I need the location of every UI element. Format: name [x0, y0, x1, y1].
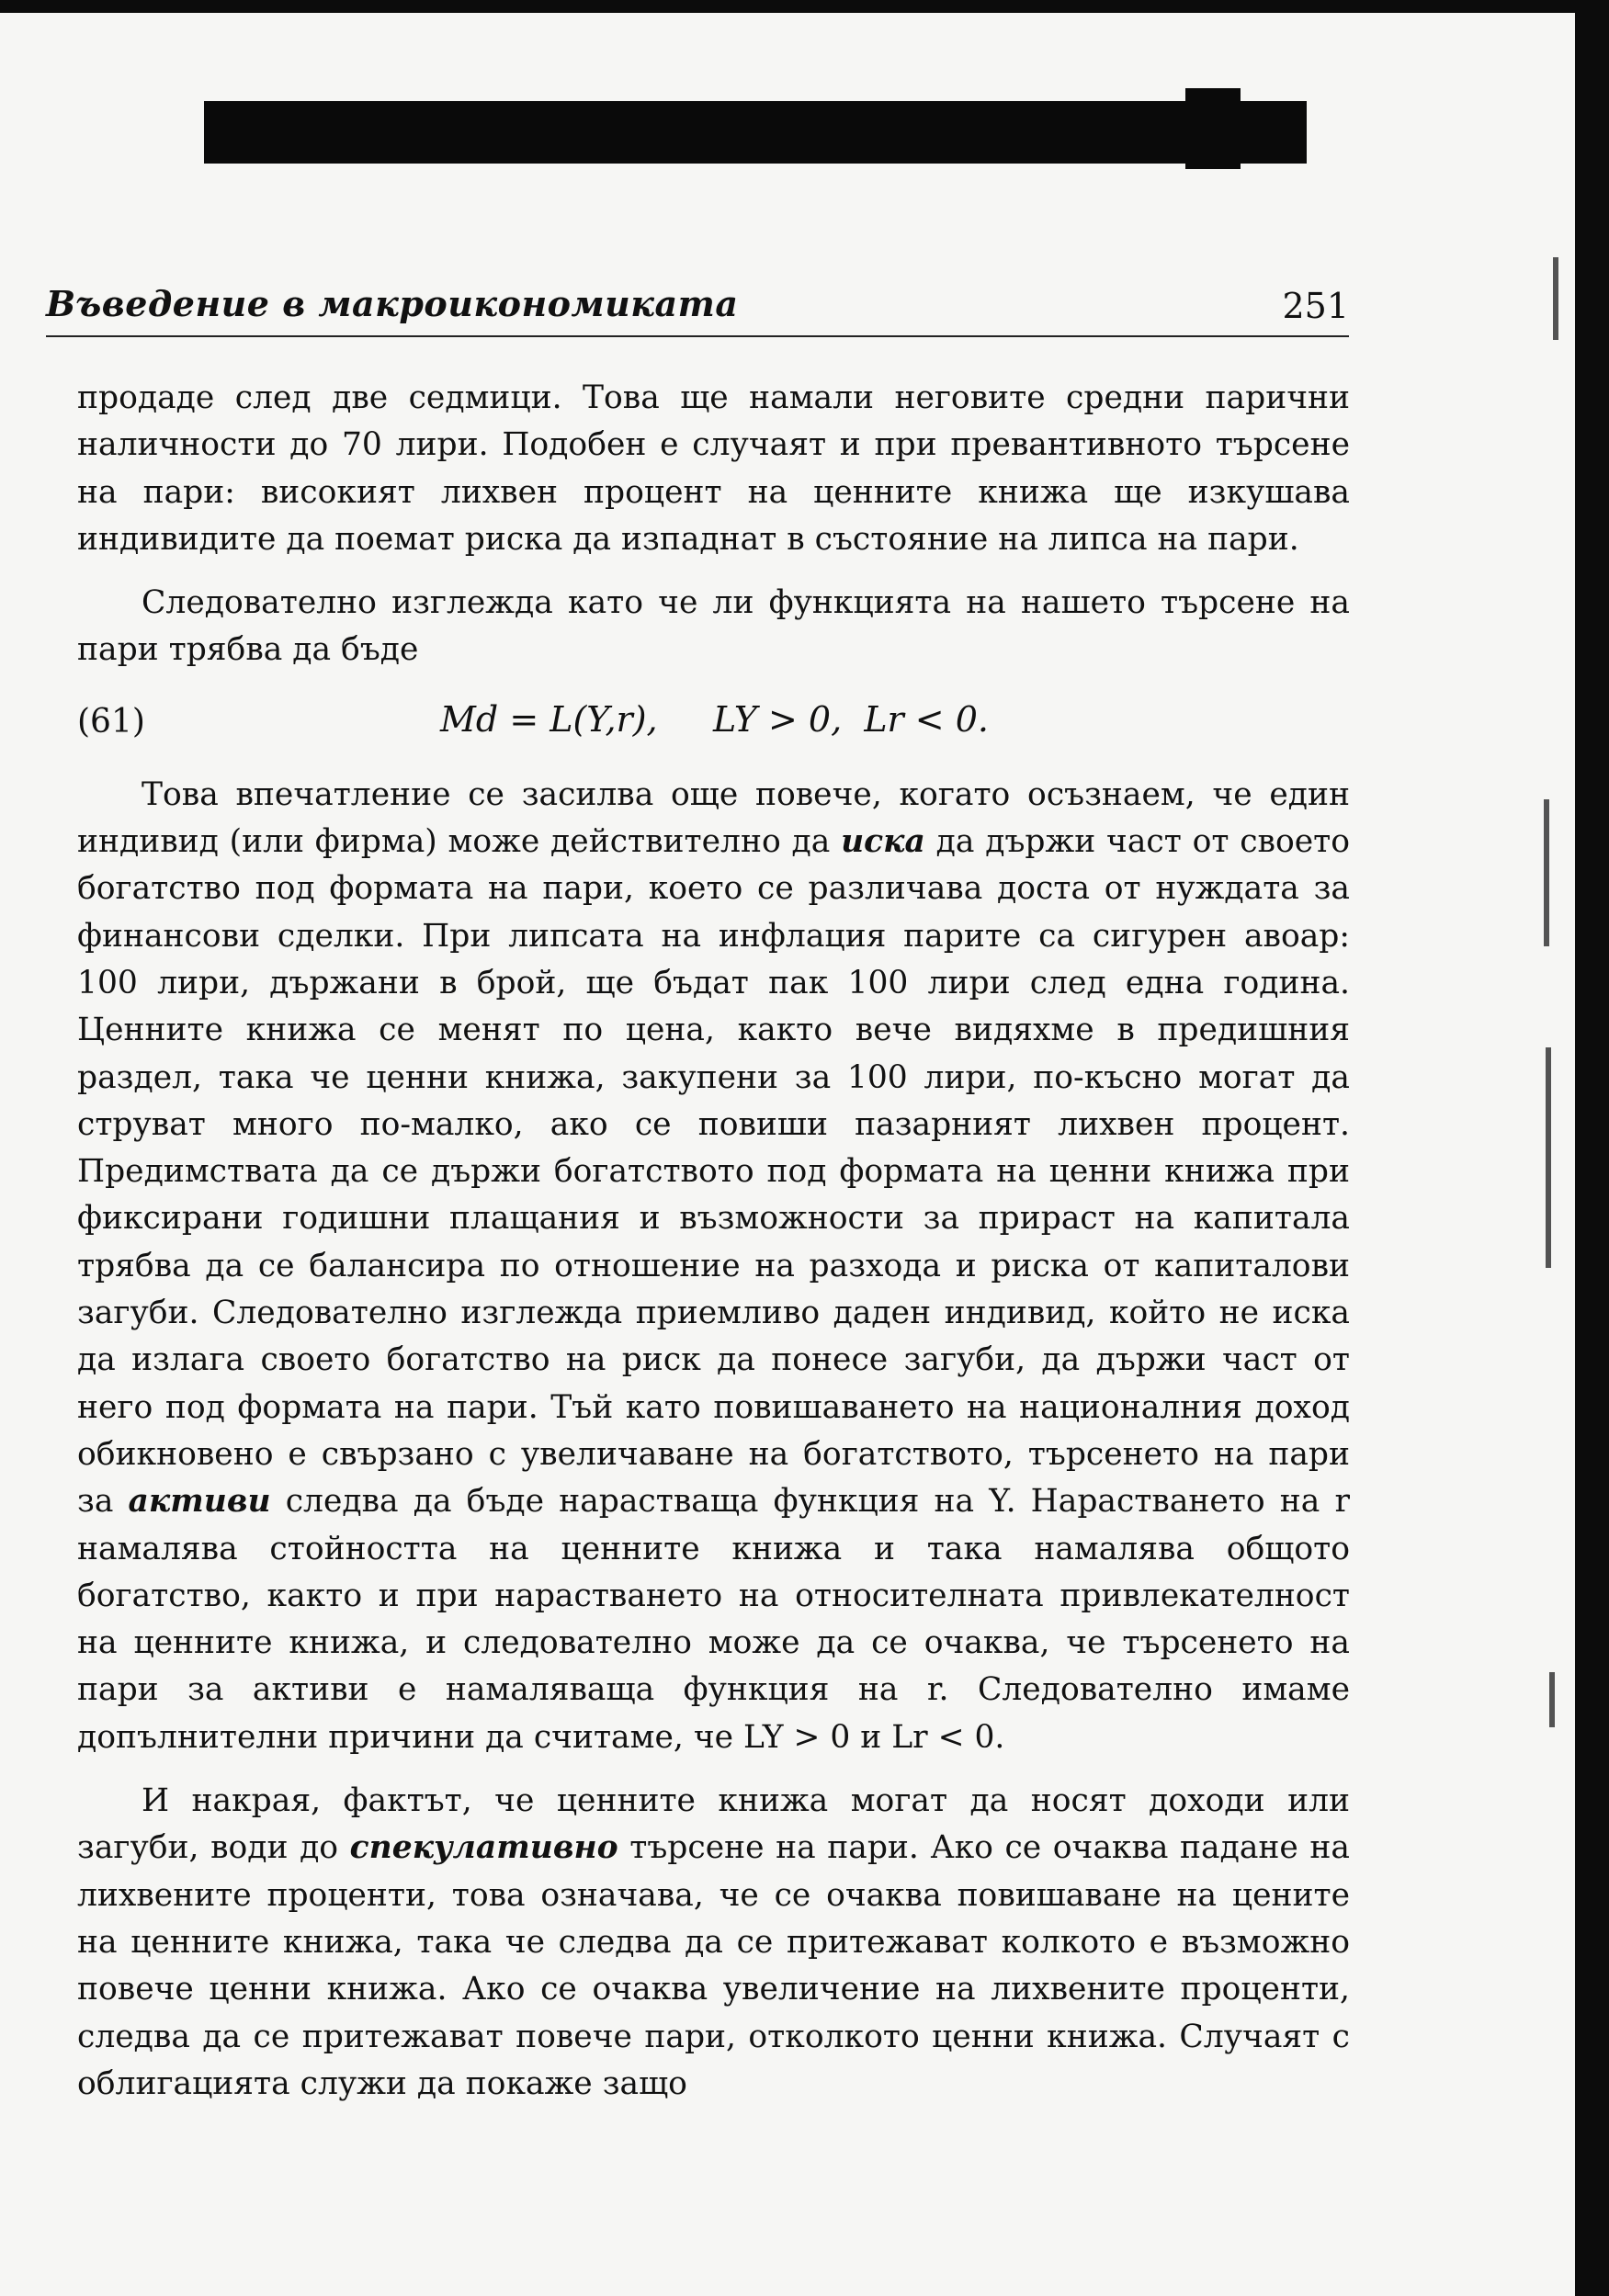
paragraph-2: Следователно изглежда като че ли функцията на нашето търсене на пари трябва да бъде — [77, 584, 1350, 669]
redaction-tab — [1185, 88, 1241, 169]
running-title: Въведение в макроикономиката — [46, 283, 739, 324]
scan-border-top — [0, 0, 1609, 13]
redaction-bar — [204, 101, 1307, 164]
paragraph-4-text-a: И накрая, фактът, че ценните книжа могат да носят доходи или загуби, води до — [77, 1782, 1350, 1867]
scan-speckle — [1544, 799, 1549, 946]
scan-speckle — [1549, 1672, 1555, 1727]
paragraph-3 — [77, 772, 1350, 1761]
paragraph-3-text-a: Това впечатление се засилва още повече, когато осъзнаем, че един индивид (или фирма) може действително да — [77, 775, 1350, 861]
display-equation — [77, 685, 1350, 768]
paragraph-3-text-b: да държи част от своето богатство под формата на пари, което се различава доста от нуждата за финансови сделки. При липсата на инфлация парите са сигурен авоар: 100 лири, държани в брой, ще бъдат пак 100 лири след една година. Ценните книжа се менят по цена, както вече видяхме в предишния раздел, така че ценни книжа, закупени за 100 лири, по-късно могат да струват много по-малко, ако се повиши пазарният лихвен процент. Предимствата да се държи богатството под формата на ценни книжа при фиксирани годишни плащания и възможности за прираст на капитала трябва да се балансира по отношение на разхода и риска от капиталови загуби. Следователно изглежда приемливо даден индивид, който не иска да излага своето богатство на риск да понесе загуби, да държи част от него под формата на пари. Тъй като повишаването на националния доход обикновено е свързано с увеличаване на богатството, търсенето на пари за — [77, 823, 1350, 1521]
page-number: 251 — [1282, 286, 1349, 326]
scan-speckle — [1553, 257, 1558, 340]
paragraph-1: продаде след две седмици. Това ще намали неговите средни парични наличности до 70 лири. Подобен е случаят и при превантивното търсене на пари: високият лихвен процент на ценните книжа ще изкушава индивидите да поемат риска да изпаднат в състояние на липса на пари. — [77, 379, 1350, 558]
paragraph-3-text-c: следва да бъде нарастваща функция на Y. Нарастването на r намалява стойността на ценните книжа и така намалява общото богатство, както и при нарастването на относителната привлекателност на ценните книжа, и следователно може да се очаква, че търсенето на пари за активи е намаляваща функция на r. Следователно имаме допълнителни причини да считаме, че LY > 0 и Lr < 0. — [77, 1483, 1350, 1756]
scan-speckle — [1546, 1047, 1551, 1268]
emphasis-speculative: спекулативно — [349, 1829, 618, 1867]
equation-number: (61) — [77, 702, 145, 741]
paragraph-4-text-b: търсене на пари. Ако се очаква падане на лихвените проценти, това означава, че се очаква повишаване на цените на ценните книжа, така че следва да се притежават колкото е възможно повече ценни книжа. Ако се очаква увеличение на лихвените проценти, следва да се притежават повече пари, отколкото ценни книжа. Случаят с облигацията служи да покаже защо — [77, 1829, 1350, 2102]
emphasis-wants: иска — [841, 823, 925, 861]
running-header — [46, 280, 1349, 337]
paragraph-4 — [77, 1778, 1350, 2108]
equation-61: Md = L(Y,r), LY > 0, Lr < 0. — [440, 698, 989, 740]
redaction-tail — [1236, 138, 1305, 160]
emphasis-assets: активи — [128, 1483, 271, 1521]
scan-border-right — [1575, 0, 1609, 2296]
body-text — [77, 375, 1350, 2108]
